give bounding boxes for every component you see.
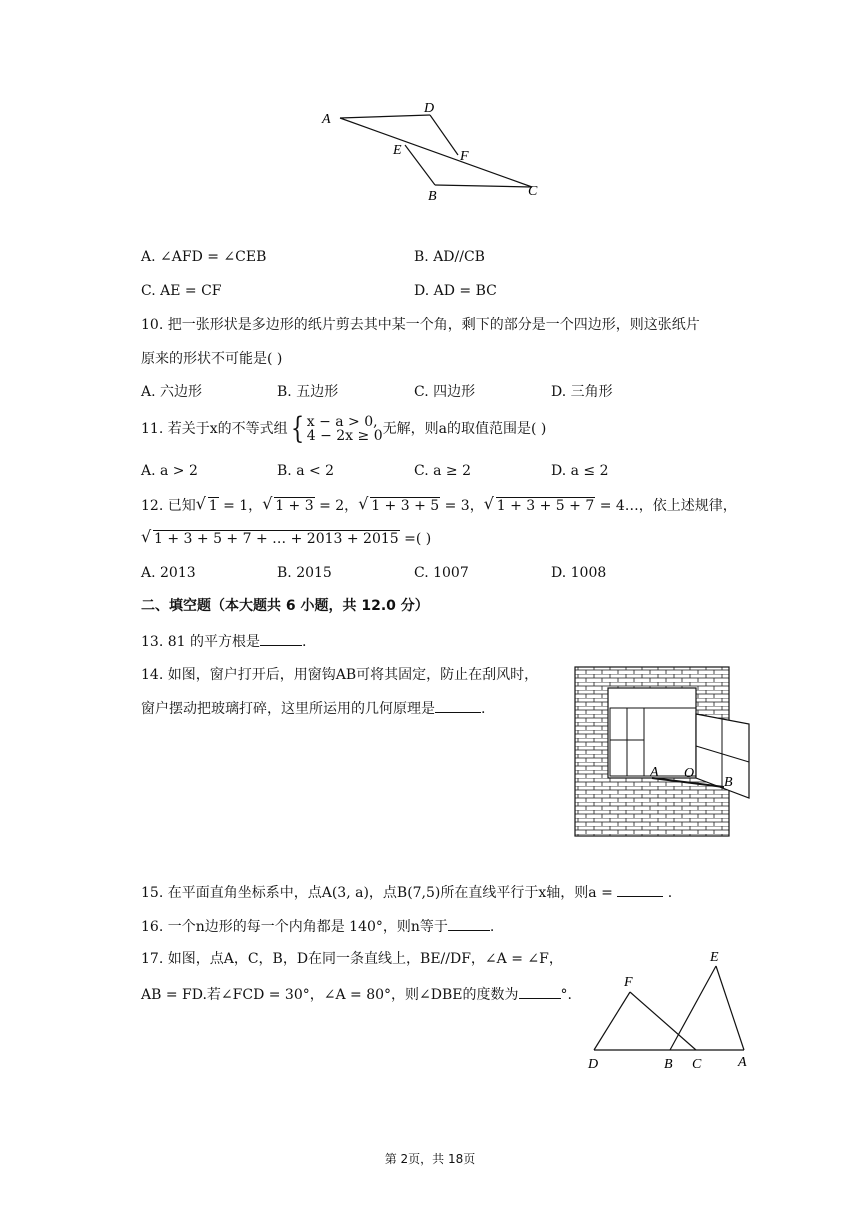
label-a: A bbox=[322, 112, 331, 127]
sqrt-5: √ 1 + 3 + 5 + 7 + … + 2013 + 2015 bbox=[141, 527, 399, 547]
segment-bc bbox=[435, 185, 532, 187]
q12-option-c: C. 1007 bbox=[414, 565, 469, 581]
q16 bbox=[141, 916, 494, 936]
answer-blank bbox=[448, 916, 490, 931]
label-b: B bbox=[428, 189, 437, 204]
label-d: D bbox=[424, 101, 435, 116]
brace-symbol: { bbox=[290, 411, 304, 446]
sqrt-1-radicand: 1 bbox=[208, 498, 218, 514]
segment-ac bbox=[340, 118, 532, 187]
label-c: C bbox=[692, 1057, 702, 1072]
q17-figure bbox=[580, 946, 760, 1074]
q9-option-b: B. AD//CB bbox=[414, 249, 485, 265]
q11-option-d: D. a ≤ 2 bbox=[551, 463, 609, 479]
q12-line2 bbox=[141, 527, 432, 548]
q17-line2: AB = FD.若∠FCD = 30°，∠A = 80°，则∠DBE的度数为 bbox=[141, 987, 519, 1003]
sqrt-3-radicand: 1 + 3 + 5 bbox=[371, 498, 440, 514]
segment-ad bbox=[340, 115, 430, 118]
q11-question bbox=[141, 411, 547, 446]
label-d: D bbox=[588, 1057, 599, 1072]
q12-option-d: D. 1008 bbox=[551, 565, 607, 581]
q11-option-c: C. a ≥ 2 bbox=[414, 463, 471, 479]
q17-line2-wrap bbox=[141, 984, 572, 1004]
label-c: C bbox=[528, 184, 538, 199]
q9-option-c: C. AE = CF bbox=[141, 283, 222, 299]
q15-text: 15. 在平面直角坐标系中，点A(3, a)，点B(7,5)所在直线平行于x轴，则a = bbox=[141, 885, 613, 901]
segment-be bbox=[670, 966, 716, 1050]
q12-prefix: 12. 已知 bbox=[141, 498, 196, 514]
page-footer: 第 2页，共 18页 bbox=[384, 1152, 476, 1166]
q9-option-a: A. ∠AFD = ∠CEB bbox=[141, 249, 267, 265]
q16-text: 16. 一个n边形的每一个内角都是 140°，则n等于 bbox=[141, 919, 448, 935]
q11-option-a: A. a > 2 bbox=[141, 463, 198, 479]
sqrt-4-radicand: 1 + 3 + 5 + 7 bbox=[496, 498, 595, 514]
q10-option-d: D. 三角形 bbox=[551, 384, 613, 400]
answer-blank bbox=[260, 631, 302, 646]
label-e: E bbox=[393, 143, 402, 158]
q10-option-c: C. 四边形 bbox=[414, 384, 476, 400]
q12-option-a: A. 2013 bbox=[141, 565, 196, 581]
q12-eq2: = 2， bbox=[314, 498, 359, 514]
q10-line2: 原来的形状不可能是( ) bbox=[141, 351, 283, 367]
label-o: O bbox=[684, 766, 695, 781]
q16-end: . bbox=[489, 919, 495, 935]
segment-ea bbox=[716, 966, 744, 1050]
q17-line1: 17. 如图，点A，C，B，D在同一条直线上，BE//DF，∠A = ∠F， bbox=[141, 951, 563, 967]
q12-eq4: = 4…，依上述规律， bbox=[595, 498, 737, 514]
sqrt-5-radicand: 1 + 3 + 5 + 7 + … + 2013 + 2015 bbox=[154, 531, 399, 547]
sqrt-3: √ 1 + 3 + 5 bbox=[358, 494, 440, 514]
q13-end: . bbox=[301, 634, 307, 650]
q14-line1: 14. 如图，窗户打开后，用窗钩AB可将其固定，防止在刮风时， bbox=[141, 667, 539, 683]
answer-blank bbox=[435, 698, 481, 713]
sqrt-4: √ 1 + 3 + 5 + 7 bbox=[483, 494, 595, 514]
sqrt-2-radicand: 1 + 3 bbox=[275, 498, 314, 514]
q12-eq1: = 1， bbox=[218, 498, 263, 514]
q14-figure bbox=[574, 666, 750, 838]
q10-option-a: A. 六边形 bbox=[141, 384, 203, 400]
q11-suffix: 无解，则a的取值范围是( ) bbox=[382, 421, 547, 437]
q10-line1: 10. 把一张形状是多边形的纸片剪去其中某一个角，剩下的部分是一个四边形，则这张纸片 bbox=[141, 317, 700, 333]
segment-df bbox=[594, 992, 630, 1050]
q15 bbox=[141, 882, 672, 902]
label-f: F bbox=[460, 149, 469, 164]
label-a: A bbox=[738, 1055, 747, 1070]
q11-option-b: B. a < 2 bbox=[277, 463, 335, 479]
section-heading: 二、填空题（本大题共 6 小题，共 12.0 分） bbox=[141, 598, 429, 614]
q17-end: °. bbox=[560, 987, 572, 1003]
answer-blank bbox=[519, 984, 561, 999]
label-b: B bbox=[724, 775, 733, 790]
answer-blank bbox=[617, 882, 663, 897]
sqrt-1: √ 1 bbox=[195, 494, 218, 514]
label-b: B bbox=[664, 1057, 673, 1072]
q12-eq3: = 3， bbox=[440, 498, 484, 514]
q11-prefix: 11. 若关于x的不等式组 bbox=[141, 421, 288, 437]
q13-text: 13. 81 的平方根是 bbox=[141, 634, 260, 650]
sqrt-2: √ 1 + 3 bbox=[262, 494, 314, 514]
q14-line2: 窗户摆动把玻璃打碎，这里所运用的几何原理是 bbox=[141, 701, 435, 717]
q12-line1 bbox=[141, 494, 737, 515]
q15-end: . bbox=[667, 885, 673, 901]
q9-figure bbox=[310, 100, 550, 210]
q11-system bbox=[288, 411, 383, 446]
label-f: F bbox=[624, 975, 633, 990]
q11-row1: x − a > 0, bbox=[306, 414, 378, 430]
q14-end: . bbox=[481, 701, 486, 717]
q9-option-d: D. AD = BC bbox=[414, 283, 497, 299]
label-e: E bbox=[710, 950, 719, 965]
q12-eq5: =( ) bbox=[399, 531, 432, 547]
q14-line2-wrap bbox=[141, 698, 485, 718]
q11-row2: 4 − 2x ≥ 0 bbox=[306, 428, 383, 444]
segment-df bbox=[430, 115, 458, 155]
q10-option-b: B. 五边形 bbox=[277, 384, 339, 400]
label-a: A bbox=[650, 765, 659, 780]
q13 bbox=[141, 631, 306, 651]
q12-option-b: B. 2015 bbox=[277, 565, 332, 581]
